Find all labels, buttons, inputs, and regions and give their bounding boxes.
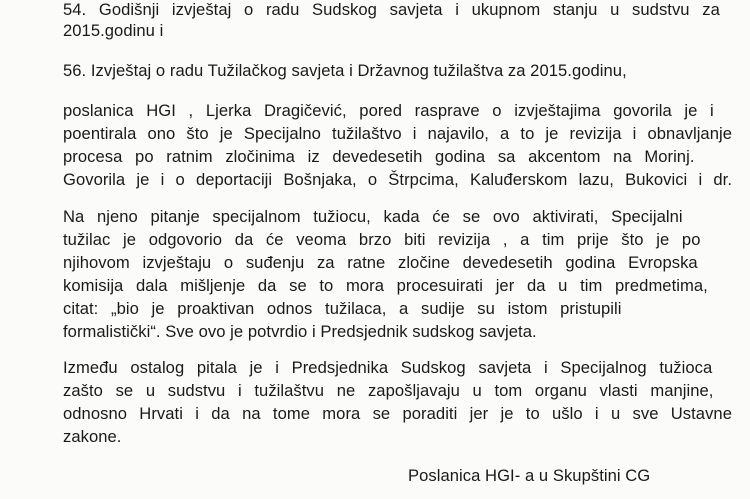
- paragraph-2-line-1: Na njeno pitanje specijalnom tužiocu, kada će se ovo aktivirati, Specijalni: [63, 207, 683, 226]
- paragraph-3-line-3: odnosno Hrvati i da na tome mora se poraditi jer je to ušlo i u sve Ustavne: [63, 404, 732, 423]
- paragraph-1-line-1: poslanica HGI , Ljerka Dragičević, pored rasprave o izvještajima govorila je i: [63, 101, 714, 120]
- paragraph-2-line-2: tužilac je odgovorio da će veoma brzo biti revizija , a tim prije što je po: [63, 230, 701, 249]
- paragraph-2-line-5: citat: „bio je proaktivan odnos tužilaca, a sudije su istom pristupili: [63, 299, 622, 318]
- item-56: 56. Izvještaj o radu Tužilačkog savjeta i Državnog tužilaštva za 2015.godinu,: [63, 61, 627, 80]
- paragraph-2-line-3: njihovom izvještaju o suđenju za ratne zločine devedesetih godina Evropska: [63, 253, 698, 272]
- paragraph-3-line-1: Između ostalog pitala je i Predsjednika Sudskog savjeta i Specijalnog tužioca: [63, 358, 713, 377]
- signature-line: Poslanica HGI- a u Skupštini CG: [408, 466, 651, 485]
- paragraph-3-line-4: zakone.: [63, 427, 122, 446]
- paragraph-3-line-2: zašto se u sudstvu i tužilaštvu ne zapošljavaju u tom organu vlasti manjine,: [63, 381, 714, 400]
- paragraph-1-line-3: procesa po ratnim zločinima iz devedesetih godina sa akcentom na Morinj.: [63, 147, 695, 166]
- paragraph-1-line-4: Govorila je i o deportaciji Bošnjaka, o Štrpcima, Kaluđerskom lazu, Bukovici i dr.: [63, 170, 732, 189]
- item-54-line-1: 54. Godišnji izvještaj o radu Sudskog savjeta i ukupnom stanju u sudstvu za: [63, 0, 720, 19]
- item-54-line-2: 2015.godinu i: [63, 21, 164, 40]
- paragraph-1-line-2: poentirala ono što je Specijalno tužilaštvo i najavilo, a to je revizija i obnavljanje: [63, 124, 732, 143]
- paragraph-2-line-4: komisija dala mišljenje da se to mora procesuirati jer da u tim predmetima,: [63, 276, 708, 295]
- paragraph-2-line-6: formalistički“. Sve ovo je potvrdio i Predsjednik sudskog savjeta.: [63, 322, 537, 341]
